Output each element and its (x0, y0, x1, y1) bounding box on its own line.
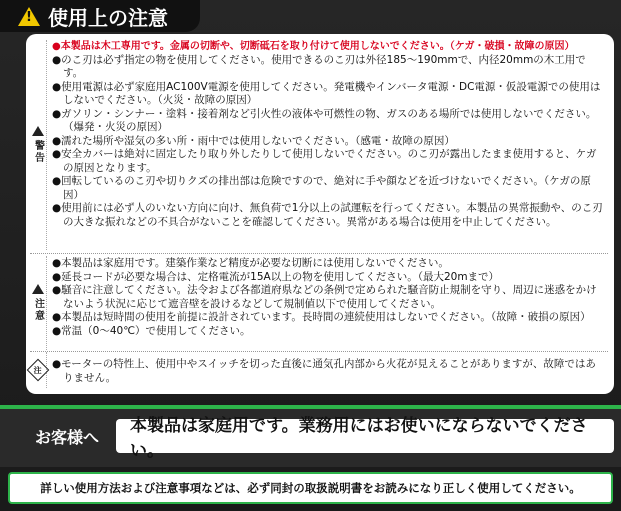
warning-triangle-icon (32, 126, 44, 136)
list-item: ●本製品は家庭用です。建築作業など精度が必要な切断には使用しないでください。 (52, 257, 449, 269)
list-item: ●濡れた場所や湿気の多い所・雨中では使用しないでください。（感電・故障の原因） (52, 134, 455, 147)
list-item: ●のこ刃は必ず指定の物を使用してください。使用できるのこ刃は外径185〜190mmで、内径20mmの木工用です。 (52, 53, 586, 79)
list-item: ●回転しているのこ刃や切りクズの排出部は危険ですので、絶対に手や顔などを近づけないでください。（ケガの原因） (52, 175, 591, 201)
list-item: ●騒音に注意してください。法令および各都道府県などの条例で定められた騒音防止規制を守り、周辺に迷惑をかけないよう状況に応じて遮音壁を設けるなどして規制値以下で使用してください。 (52, 284, 597, 310)
customer-label: お客様へ (34, 427, 99, 447)
footer-notice: 詳しい使用方法および注意事項などは、必ず同封の取扱説明書をお読みになり正しく使用してください。 (8, 472, 613, 504)
note-label: 注 (34, 365, 42, 375)
caution-list (52, 257, 604, 338)
caution-gutter (30, 256, 47, 350)
list-item: ●本製品は木工専用です。金属の切断や、切断砥石を取り付けて使用しないでください。（ケガ・破損・故障の原因） (52, 41, 575, 52)
list-item: ●延長コードが必要な場合は、定格電流が15A以上の物を使用してください。（最大20mまで） (52, 270, 500, 283)
note-diamond-icon (27, 359, 50, 382)
note-list (52, 358, 604, 385)
caution-triangle-icon (32, 284, 44, 294)
warning-label: 警告 (32, 140, 44, 164)
customer-message: 本製品は家庭用です。業務用にはお使いにならないでください。 (116, 419, 614, 453)
warning-icon: ! (18, 7, 40, 26)
list-item: ●常温（0〜40℃）で使用してください。 (52, 324, 251, 337)
section-title: 使用上の注意 (48, 5, 168, 30)
list-item: ●ガソリン・シンナー・塗料・接着剤など引火性の液体や可燃性の物、ガスのある場所では使用しないでください。（爆発・火災の原因） (52, 107, 597, 133)
list-item: ●使用前には必ず人のいない方向に向け、無負荷で1分以上の試運転を行ってください。本製品の異常振動や、のこ刃の大きな振れなどの不具合がないことを確認してください。異常がある場合は使用を中止してください。 (52, 202, 603, 228)
note-gutter (30, 352, 47, 388)
divider (30, 351, 608, 352)
list-item: ●モーターの特性上、使用中やスイッチを切った直後に通気孔内部から火花が見えることがありますが、故障ではありません。 (52, 358, 596, 384)
section-header (0, 0, 200, 32)
caution-label: 注意 (32, 298, 44, 322)
warning-list (52, 40, 604, 229)
list-item: ●使用電源は必ず家庭用AC100V電源を使用してください。発電機やインバータ電源・DC電源・仮設電源での使用はしないでください。（火災・故障の原因） (52, 80, 601, 106)
warning-gutter (30, 40, 47, 250)
divider (30, 253, 608, 254)
list-item: ●本製品は短時間の使用を前提に設計されています。長時間の連続使用はしないでください。（故障・破損の原因） (52, 311, 591, 323)
list-item: ●安全カバーは絶対に固定したり取り外したりして使用しないでください。のこ刃が露出したまま使用すると、ケガの原因となります。 (52, 148, 597, 174)
